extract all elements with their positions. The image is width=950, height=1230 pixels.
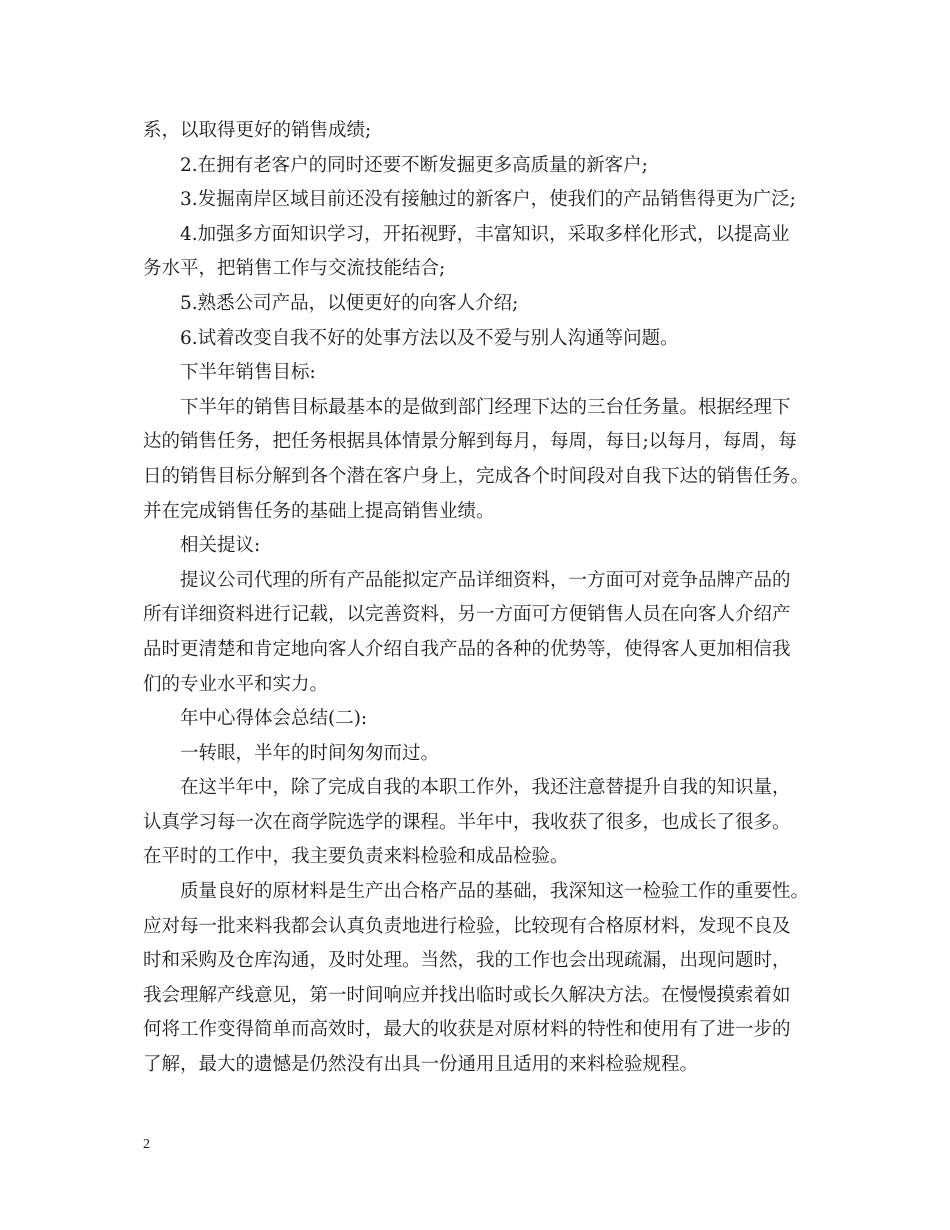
text-line: 2.在拥有老客户的同时还要不断发掘更多高质量的新客户; xyxy=(180,154,648,176)
text-line: 品时更清楚和肯定地向客人介绍自我产品的各种的优势等，使得客人更加相信我 xyxy=(143,638,791,660)
text-line: 达的销售任务，把任务根据具体情景分解到每月，每周，每日;以每月，每周，每 xyxy=(143,431,797,453)
page-number: 2 xyxy=(143,1137,150,1152)
text-line: 并在完成销售任务的基础上提高销售业绩。 xyxy=(143,500,495,522)
text-line: 系，以取得更好的销售成绩; xyxy=(143,120,372,141)
text-line: 认真学习每一次在商学院选学的课程。半年中，我收获了很多，也成长了很多。 xyxy=(143,811,791,833)
text-line: 们的专业水平和实力。 xyxy=(143,673,329,695)
text-line: 所有详细资料进行记载，以完善资料，另一方面可方便销售人员在向客人介绍产 xyxy=(143,604,791,626)
text-line: 相关提议: xyxy=(180,535,261,557)
text-line: 3.发掘南岸区域目前还没有接触过的新客户，使我们的产品销售得更为广泛; xyxy=(180,189,796,211)
document-body-text xyxy=(143,114,823,1083)
text-line: 下半年销售目标: xyxy=(180,362,316,384)
text-line: 5.熟悉公司产品，以便更好的向客人介绍; xyxy=(180,292,519,314)
text-line: 了解，最大的遗憾是仍然没有出具一份通用且适用的来料检验规程。 xyxy=(143,1054,699,1076)
text-line: 应对每一批来料我都会认真负责地进行检验，比较现有合格原材料，发现不良及 xyxy=(143,915,791,937)
text-line: 4.加强多方面知识学习，开拓视野，丰富知识，采取多样化形式，以提高业 xyxy=(180,223,790,245)
text-line: 日的销售目标分解到各个潜在客户身上，完成各个时间段对自我下达的销售任务。 xyxy=(143,465,810,487)
text-line: 我会理解产线意见，第一时间响应并找出临时或长久解决方法。在慢慢摸索着如 xyxy=(143,984,791,1006)
text-line: 何将工作变得简单而高效时，最大的收获是对原材料的特性和使用有了进一步的 xyxy=(143,1019,791,1041)
text-line: 下半年的销售目标最基本的是做到部门经理下达的三台任务量。根据经理下 xyxy=(180,396,791,418)
text-line: 一转眼，半年的时间匆匆而过。 xyxy=(180,742,440,764)
text-line: 在这半年中，除了完成自我的本职工作外，我还注意替提升自我的知识量， xyxy=(180,777,791,799)
text-line: 时和采购及仓库沟通，及时处理。当然，我的工作也会出现疏漏，出现问题时， xyxy=(143,950,791,972)
text-line: 6.试着改变自我不好的处事方法以及不爱与别人沟通等问题。 xyxy=(180,327,679,349)
text-line: 质量良好的原材料是生产出合格产品的基础，我深知这一检验工作的重要性。 xyxy=(180,881,810,903)
text-line: 务水平，把销售工作与交流技能结合; xyxy=(143,258,446,280)
text-line: 在平时的工作中，我主要负责来料检验和成品检验。 xyxy=(143,846,569,868)
text-line: 提议公司代理的所有产品能拟定产品详细资料，一方面可对竞争品牌产品的 xyxy=(180,569,791,591)
text-line: 年中心得体会总结(二): xyxy=(180,708,368,730)
